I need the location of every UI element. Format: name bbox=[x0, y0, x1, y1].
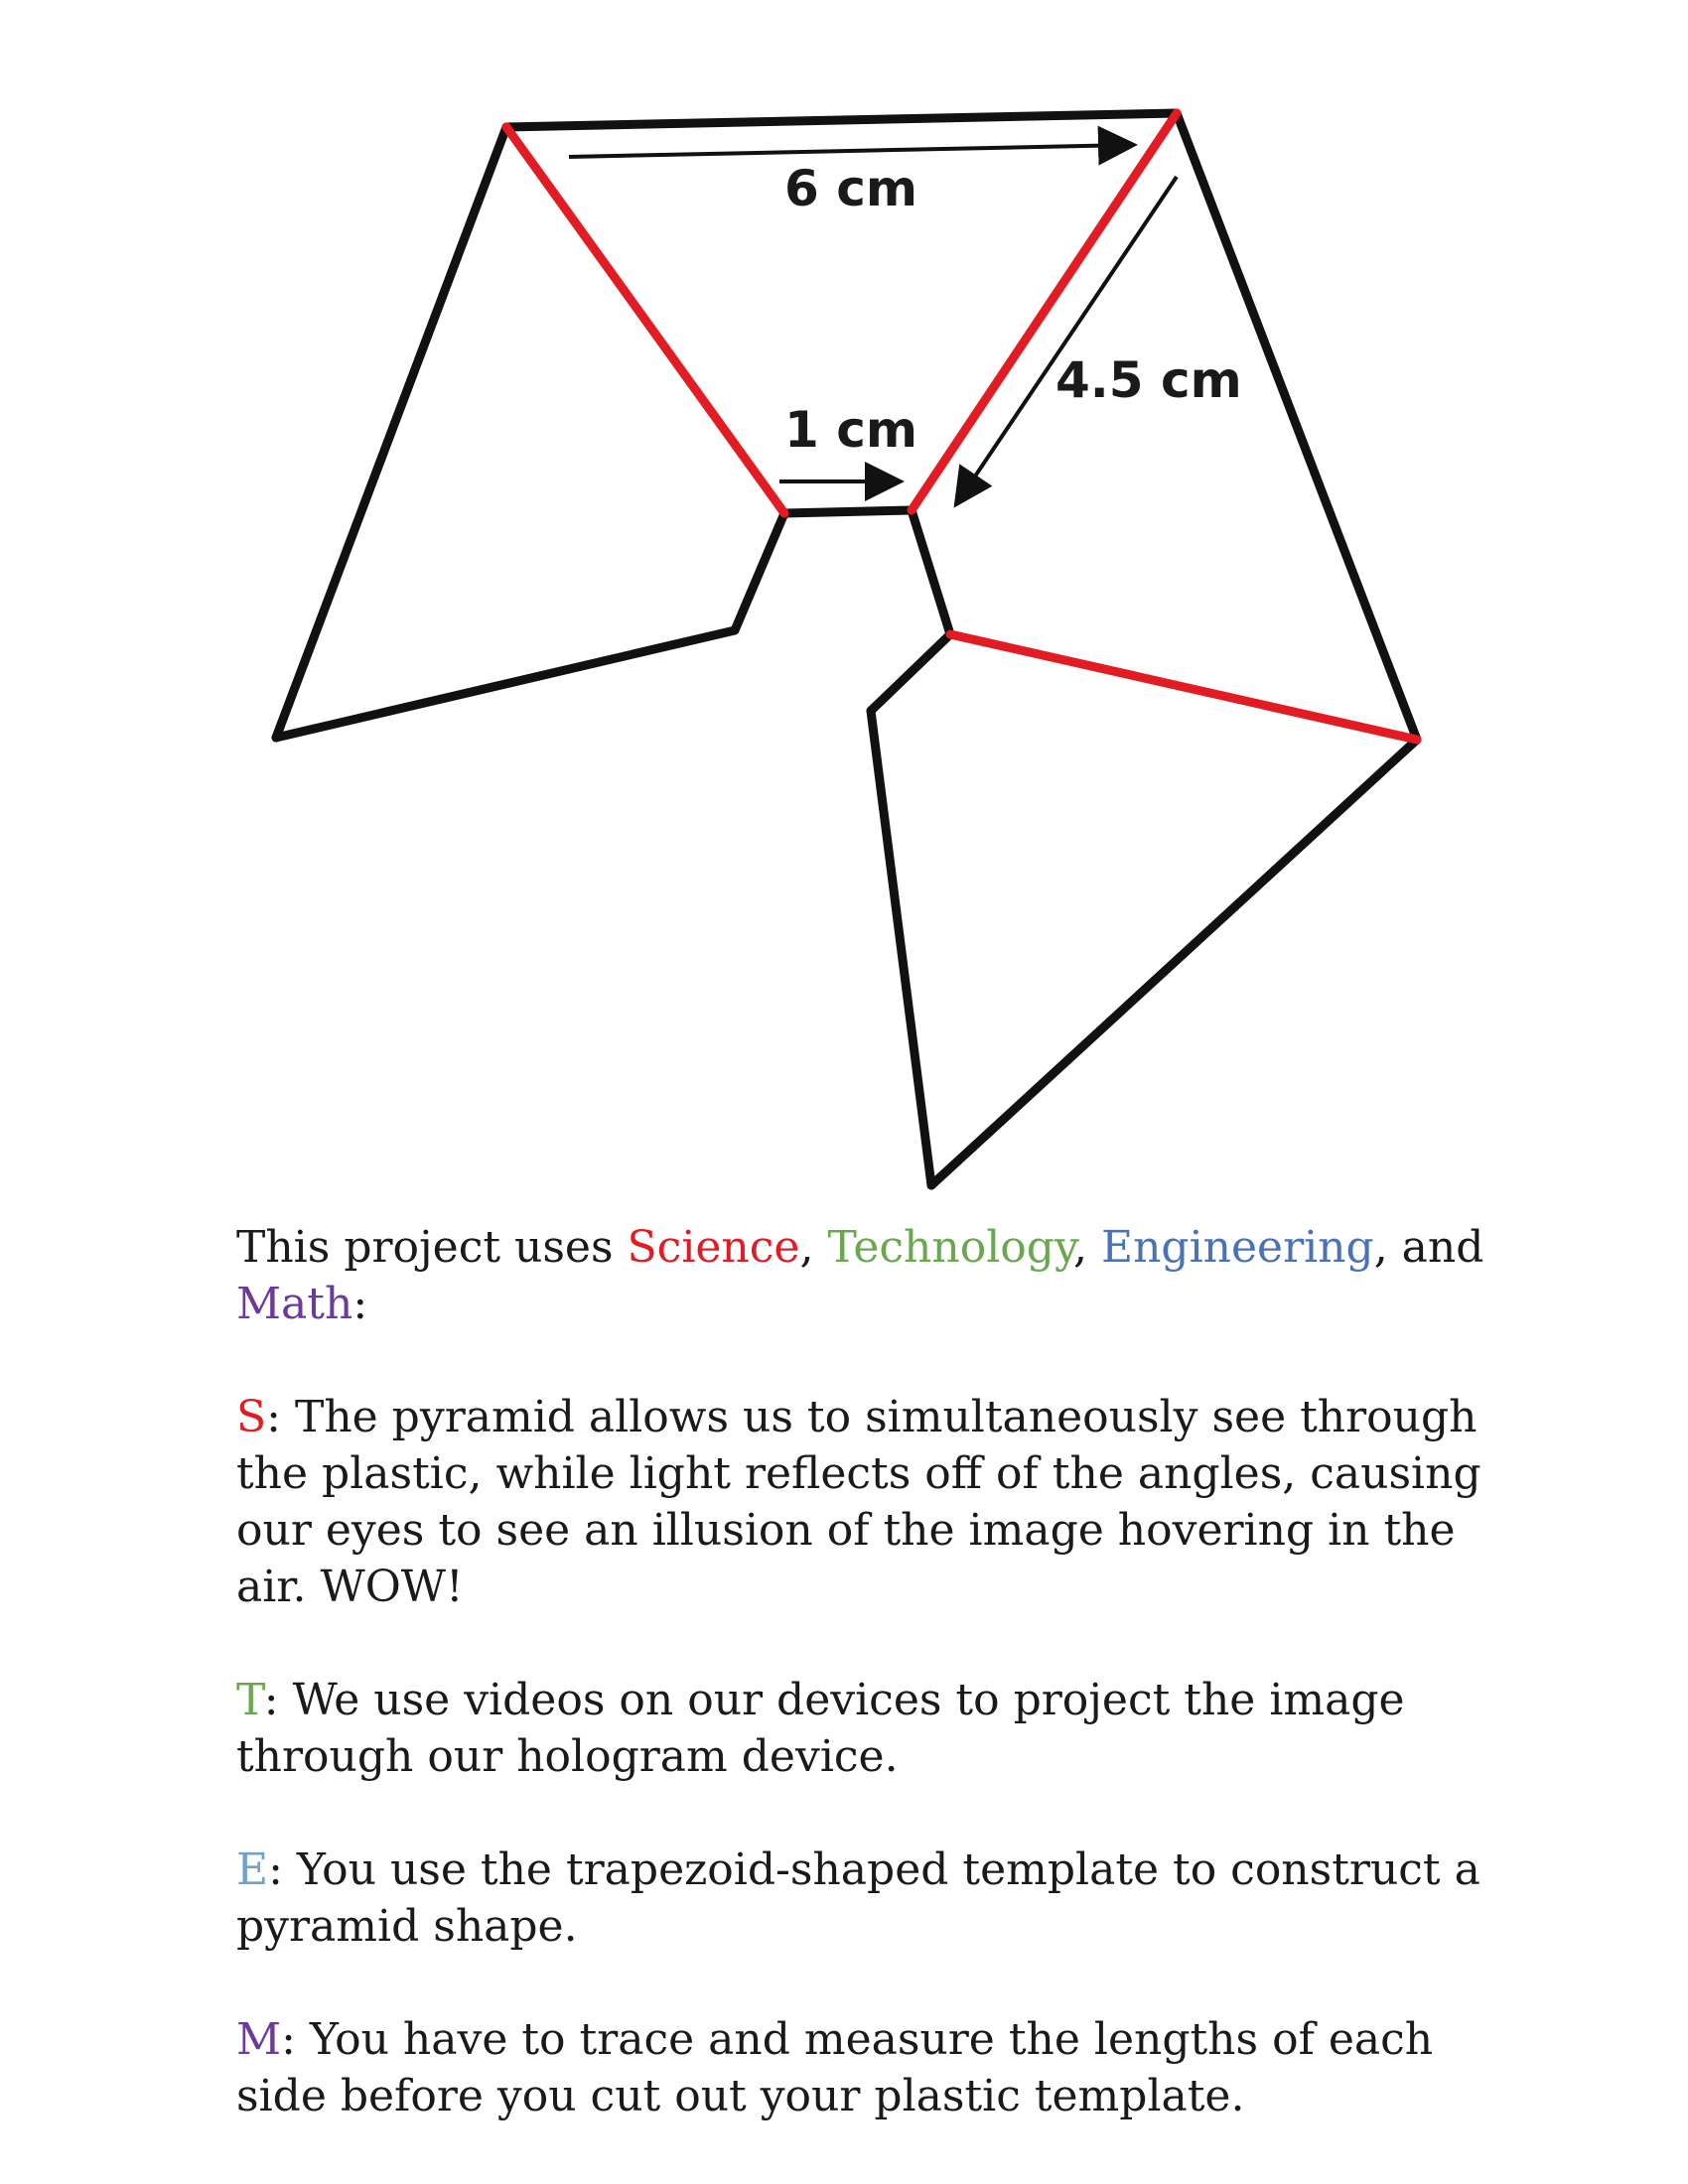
science-paragraph bbox=[236, 1389, 1527, 1615]
intro-paragraph bbox=[236, 1219, 1527, 1332]
stem-description bbox=[236, 1219, 1527, 2181]
math-paragraph bbox=[236, 2011, 1527, 2124]
outline-top-edge bbox=[506, 113, 1177, 127]
intro-engineering: Engineering bbox=[1100, 1222, 1374, 1273]
outline-left-bottom-edge bbox=[276, 630, 735, 738]
engineering-paragraph bbox=[236, 1842, 1527, 1955]
intro-separator: , and bbox=[1373, 1222, 1484, 1273]
fold-line-bottom bbox=[950, 634, 1417, 740]
engineering-letter: E bbox=[236, 1844, 269, 1895]
intro-separator: , bbox=[799, 1222, 828, 1273]
outline-left-inner-edge bbox=[735, 513, 784, 630]
fold-line-left bbox=[506, 127, 784, 513]
technology-text: : We use videos on our devices to project the image through our hologram device. bbox=[236, 1675, 1405, 1782]
outline-flap-left-edge bbox=[871, 711, 931, 1185]
intro-science: Science bbox=[627, 1222, 800, 1273]
fold-lines bbox=[506, 113, 1417, 740]
outline-center-right-edge bbox=[912, 510, 950, 634]
label-4-5cm: 4.5 cm bbox=[1055, 351, 1242, 409]
technology-letter: T bbox=[236, 1675, 264, 1725]
intro-math: Math bbox=[236, 1279, 353, 1329]
label-1cm: 1 cm bbox=[784, 401, 917, 459]
outline-left-outer-edge bbox=[276, 127, 506, 738]
math-letter: M bbox=[236, 2014, 282, 2065]
outline-center-edge bbox=[784, 510, 912, 513]
intro-technology: Technology bbox=[827, 1222, 1073, 1273]
intro-suffix: : bbox=[352, 1279, 368, 1329]
outline-flap-top-edge bbox=[871, 634, 950, 711]
fold-line-right bbox=[912, 113, 1177, 510]
intro-prefix: This project uses bbox=[236, 1222, 628, 1273]
label-6cm: 6 cm bbox=[784, 160, 917, 217]
technology-paragraph bbox=[236, 1672, 1527, 1785]
outline-flap-bottom-edge bbox=[931, 740, 1417, 1185]
outline-right-outer-edge bbox=[1177, 113, 1417, 740]
arrow-4-5cm bbox=[958, 177, 1177, 501]
science-letter: S bbox=[236, 1392, 267, 1442]
science-text: : The pyramid allows us to simultaneously see through the plastic, while light reflects off of the angles, causing our eyes to see an illusion of the image hovering in the air. WOW! bbox=[236, 1392, 1481, 1612]
intro-separator: , bbox=[1072, 1222, 1101, 1273]
engineering-text: : You use the trapezoid-shaped template to construct a pyramid shape. bbox=[236, 1844, 1480, 1952]
template-outline bbox=[276, 113, 1417, 1185]
math-text: : You have to trace and measure the lengths of each side before you cut out your plastic template. bbox=[236, 2014, 1434, 2121]
arrow-6cm bbox=[569, 145, 1130, 157]
